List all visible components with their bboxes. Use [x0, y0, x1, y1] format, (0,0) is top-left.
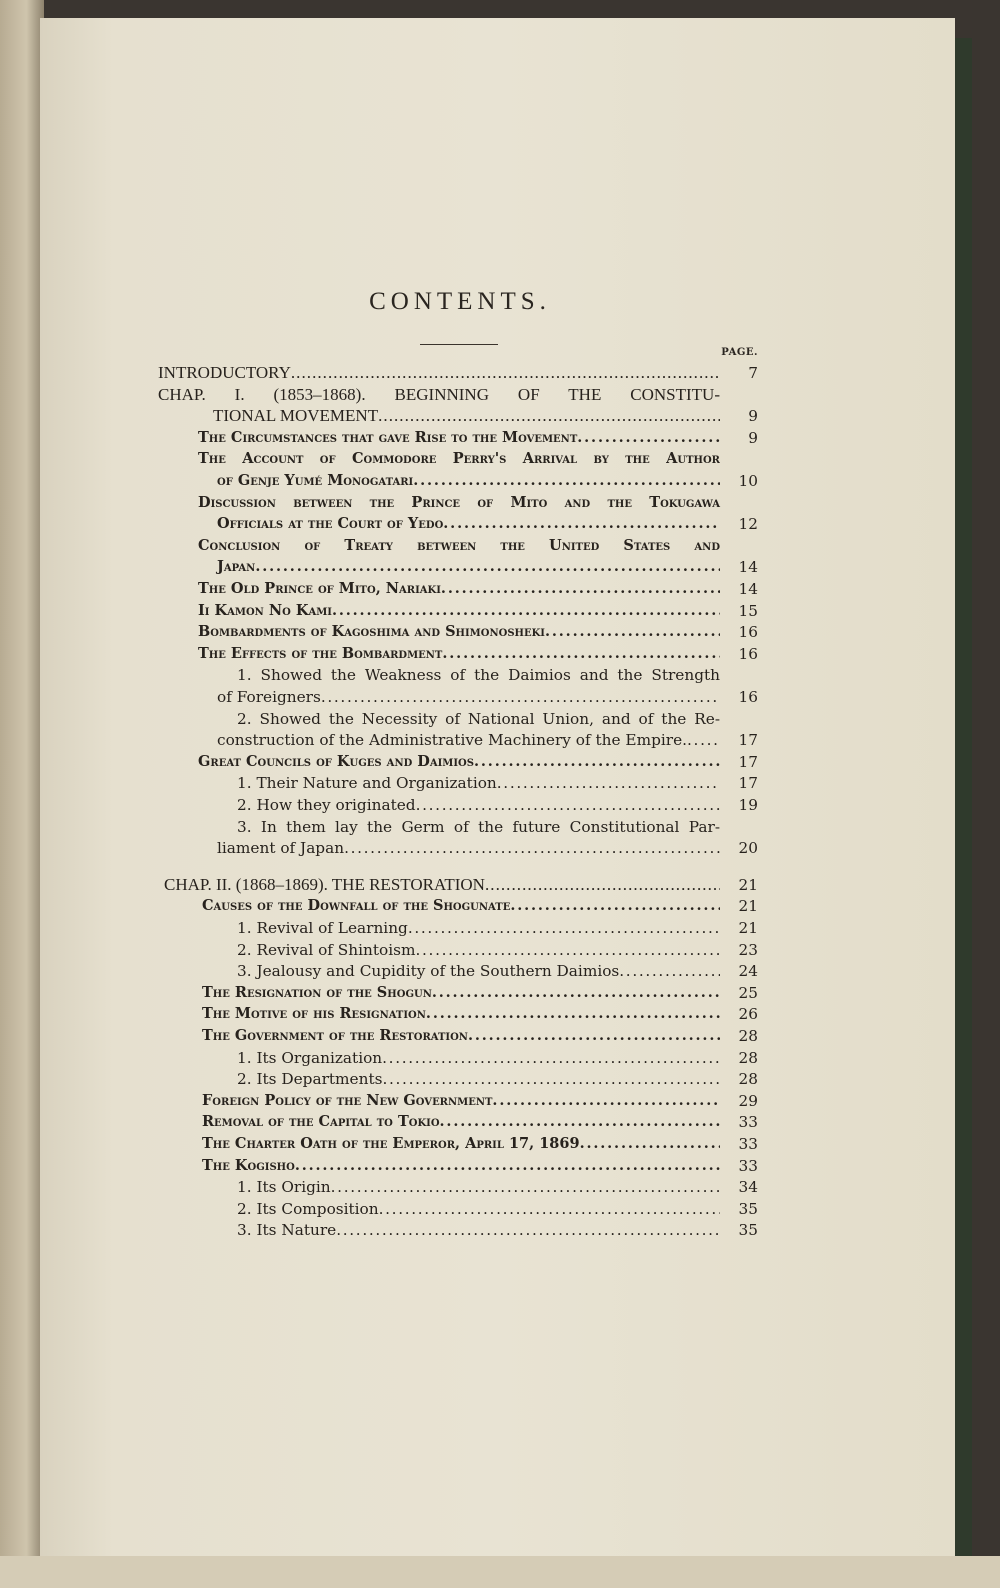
toc-entry-line: [202, 1111, 720, 1133]
toc-entry-text: The Circumstances that gave Rise to the Movement: [198, 428, 578, 446]
toc-entry-text: 1. Showed the Weakness of the Daimios and the Strength: [237, 666, 720, 685]
dot-leader: [442, 643, 720, 665]
toc-entry-text: Removal of the Capital to Tokio: [202, 1113, 440, 1131]
toc-entry-text: 3. Jealousy and Cupidity of the Southern Daimios: [237, 962, 620, 981]
toc-page-number: 33: [738, 1156, 758, 1175]
toc-entry-text: The Resignation of the Shogun: [202, 983, 432, 1001]
dot-leader: [408, 917, 720, 939]
dot-leader: [416, 939, 721, 961]
toc-page-number: 26: [738, 1005, 758, 1024]
toc-entry-text: Ii Kamon No Kami: [198, 601, 332, 619]
toc-entry-line: [237, 1198, 720, 1220]
toc-entry-text: Conclusion of Treaty between the United States and: [198, 536, 720, 554]
dot-leader: [426, 1003, 720, 1025]
toc-entry-text: The Charter Oath of the Emperor, April 17, 1869: [202, 1135, 580, 1152]
toc-entry-text: 1. Its Origin: [237, 1178, 331, 1197]
toc-entry-line: [198, 751, 720, 773]
toc-entry-line: [217, 729, 720, 751]
toc-page-number: 15: [738, 601, 758, 620]
toc-entry-text: 2. How they originated: [237, 796, 416, 814]
dot-leader: [255, 556, 720, 578]
toc-entry-text: Japan: [217, 558, 256, 576]
toc-entry-text: TIONAL MOVEMENT: [213, 406, 379, 426]
toc-page-number: 19: [738, 796, 758, 814]
dot-leader: [344, 837, 720, 859]
dot-leader: [485, 874, 720, 896]
toc-page-number: 28: [738, 1070, 758, 1089]
toc-entry-line: [202, 982, 720, 1004]
toc-page-number: 16: [738, 688, 758, 706]
toc-entry-text: 3. Its Nature: [237, 1221, 337, 1240]
toc-entry-line: [202, 1090, 720, 1112]
toc-entry-line: [164, 874, 720, 896]
toc-entry-text: The Government of the Restoration: [202, 1027, 468, 1044]
toc-entry-text: of Genje Yumé Monogatari: [217, 472, 414, 489]
toc-page-number: 17: [738, 774, 758, 793]
toc-page-number: 14: [738, 558, 758, 577]
toc-entry-line: [237, 1219, 720, 1241]
toc-page-number: 23: [738, 940, 758, 959]
dot-leader: [443, 513, 720, 535]
toc-entry-text: 2. Its Composition: [237, 1199, 379, 1218]
toc-page-number: 33: [738, 1135, 758, 1153]
dot-leader: [416, 794, 720, 816]
toc-page-number: 7: [748, 364, 758, 382]
toc-entry-text: CHAP. II. (1868–1869). THE RESTORATION: [164, 874, 485, 894]
page-column-header: PAGE.: [721, 347, 758, 358]
dot-leader: [440, 1111, 720, 1133]
toc-entry-line: [202, 1025, 720, 1047]
toc-page-number: 9: [748, 428, 758, 447]
toc-page-number: 21: [738, 875, 758, 894]
toc-entry-line: [198, 621, 720, 643]
toc-entry-line: [158, 362, 720, 384]
dot-leader: [382, 1068, 720, 1090]
dot-leader: [510, 895, 720, 917]
toc-page-number: 16: [738, 623, 758, 642]
dot-leader: [492, 1090, 720, 1112]
toc-entry-line: [237, 664, 720, 686]
toc-entry-line: [237, 917, 720, 939]
dot-leader: [468, 1025, 720, 1047]
toc-entry-line: [217, 837, 720, 859]
toc-page-number: 10: [738, 472, 758, 490]
toc-entry-line: [198, 600, 720, 622]
toc-entry-line: [237, 960, 720, 982]
toc-page-number: 14: [738, 580, 758, 598]
toc-entry-text: construction of the Administrative Machinery of the Empire.: [217, 731, 688, 750]
toc-entry-text: The Old Prince of Mito, Nariaki: [198, 580, 441, 597]
dot-leader: [413, 470, 720, 492]
toc-entry-line: [217, 556, 720, 578]
toc-entry-text: 2. Its Departments: [237, 1070, 383, 1089]
toc-entry-line: [217, 470, 720, 492]
toc-entry-text: Great Councils of Kuges and Daimios: [198, 752, 474, 770]
toc-entry-text: 1. Its Organization: [237, 1048, 383, 1067]
toc-page-number: 24: [738, 962, 758, 981]
toc-page-number: 21: [738, 919, 758, 937]
dot-leader: [577, 427, 720, 449]
toc-page-number: 29: [738, 1091, 758, 1110]
toc-entry-text: of Foreigners: [217, 688, 321, 706]
toc-entry-text: INTRODUCTORY: [158, 363, 291, 382]
toc-entry-line: [213, 405, 720, 427]
toc-entry-text: Bombardments of Kagoshima and Shimonosheki: [198, 623, 545, 641]
toc-entry-line: [217, 686, 720, 708]
toc-page-number: 28: [738, 1048, 758, 1067]
toc-entry-text: 2. Showed the Necessity of National Union, and of the Re-: [237, 709, 720, 728]
toc-entry-text: The Kogisho: [202, 1156, 295, 1174]
toc-entry-line: [198, 492, 720, 514]
dot-leader: [295, 1155, 720, 1177]
toc-entry-text: CHAP. I. (1853–1868). BEGINNING OF THE CONSTITU-: [158, 384, 720, 404]
dot-leader: [331, 1176, 720, 1198]
toc-entry-line: [202, 1155, 720, 1177]
toc-entry-text: Foreign Policy of the New Government: [202, 1091, 493, 1109]
toc-page-number: 35: [738, 1199, 758, 1218]
toc-entry-line: [237, 1047, 720, 1069]
toc-entry-text: 3. In them lay the Germ of the future Constitutional Par-: [237, 817, 720, 836]
dot-leader: [619, 960, 720, 982]
toc-entry-text: 2. Revival of Shintoism: [237, 940, 416, 959]
toc-entry-text: Discussion between the Prince of Mito and the Tokugawa: [198, 493, 720, 511]
dot-leader: [441, 578, 720, 600]
toc-entry-line: [202, 895, 720, 917]
toc-page-number: 17: [738, 731, 758, 750]
toc-entry-line: [198, 427, 720, 449]
adjacent-page-edge: [0, 0, 44, 1588]
dot-leader: [291, 362, 720, 384]
dot-leader: [545, 621, 720, 643]
dot-leader: [321, 686, 720, 708]
toc-entry-text: liament of Japan: [217, 839, 345, 858]
toc-entry-line: [237, 939, 720, 961]
toc-page-number: 28: [738, 1027, 758, 1045]
toc-page-number: 16: [738, 644, 758, 663]
toc-entry-line: [237, 794, 720, 816]
dot-leader: [336, 1219, 720, 1241]
toc-page-number: 33: [738, 1113, 758, 1132]
toc-entry-line: [198, 535, 720, 557]
dot-leader: [332, 600, 720, 622]
toc-entry-line: [198, 578, 720, 600]
dot-leader: [432, 982, 720, 1004]
toc-entry-line: [237, 1068, 720, 1090]
toc-page-number: 25: [738, 983, 758, 1002]
toc-entry-line: [237, 816, 720, 838]
toc-page-number: 9: [748, 407, 758, 426]
toc-page-number: 34: [738, 1178, 758, 1197]
toc-page-number: 20: [738, 839, 758, 858]
dot-leader: [687, 729, 720, 751]
toc-entry-text: Officials at the Court of Yedo: [217, 515, 444, 533]
toc-entry-line: [202, 1133, 720, 1155]
page-title: CONTENTS.: [369, 288, 551, 315]
toc-page-number: 12: [738, 515, 758, 534]
toc-entry-text: The Account of Commodore Perry's Arrival by the Author: [198, 450, 720, 468]
dot-leader: [379, 1198, 720, 1220]
dot-leader: [382, 1047, 720, 1069]
toc-entry-line: [198, 448, 720, 470]
toc-entry-line: [237, 708, 720, 730]
dot-leader: [378, 405, 720, 427]
dot-leader: [580, 1133, 720, 1155]
toc-entry-line: [158, 384, 720, 406]
toc-entry-line: [202, 1003, 720, 1025]
toc-entry-line: [198, 643, 720, 665]
title-rule: [420, 344, 498, 345]
dot-leader: [497, 772, 720, 794]
toc-entry-text: 1. Revival of Learning: [237, 919, 408, 937]
toc-entry-text: The Motive of his Resignation: [202, 1005, 426, 1023]
toc-entry-line: [217, 513, 720, 535]
toc-entry-line: [237, 1176, 720, 1198]
toc-entry-text: The Effects of the Bombardment: [198, 644, 443, 662]
page-bottom-edge: [0, 1556, 1000, 1588]
toc-page-number: 17: [738, 752, 758, 771]
toc-entry-text: 1. Their Nature and Organization: [237, 774, 497, 793]
dot-leader: [474, 751, 720, 773]
toc-entry-text: Causes of the Downfall of the Shogunate: [202, 897, 511, 915]
toc-page-number: 35: [738, 1221, 758, 1240]
toc-page-number: 21: [738, 897, 758, 916]
toc-entry-line: [237, 772, 720, 794]
